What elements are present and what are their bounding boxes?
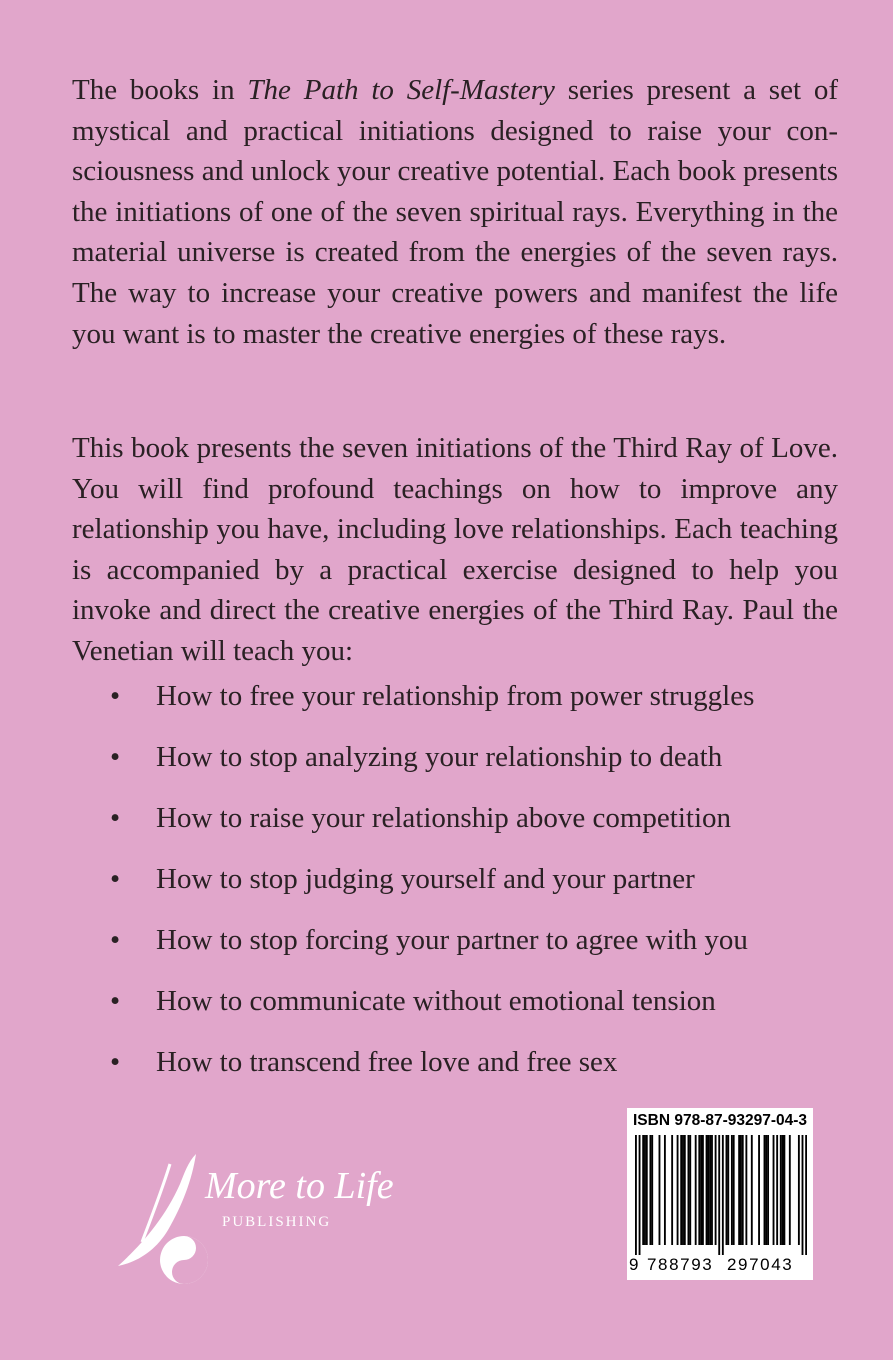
barcode-bar bbox=[738, 1135, 740, 1245]
list-item-text: How to stop forcing your partner to agree with you bbox=[156, 924, 748, 956]
barcode-bar bbox=[709, 1135, 711, 1245]
description-paragraph: This book presents the seven initiations of the Third Ray of Love. You will find profound teachings on how to improve any relationship you have, including love relationships. Each teaching is accompanied by a practical exercise designed to help you invoke and direct the creative energies of the Third Ray. Paul the Venetian will teach you: bbox=[72, 432, 838, 667]
intro-paragraph bbox=[72, 70, 838, 354]
barcode-bar bbox=[700, 1135, 702, 1245]
barcode-bar bbox=[745, 1135, 747, 1245]
bullet-marker: • bbox=[110, 741, 121, 773]
barcode-bar bbox=[722, 1135, 724, 1255]
barcode-bars bbox=[635, 1135, 807, 1255]
barcode-bar bbox=[726, 1135, 728, 1245]
isbn-label: ISBN 978-87-93297-04-3 bbox=[633, 1112, 808, 1129]
barcode-digit-first: 9 bbox=[629, 1255, 639, 1274]
barcode-bar bbox=[680, 1135, 682, 1245]
bullet-marker: • bbox=[110, 1046, 121, 1078]
barcode-bar bbox=[805, 1135, 807, 1255]
list-item-text: How to stop judging yourself and your partner bbox=[156, 863, 695, 895]
barcode-bar bbox=[688, 1135, 690, 1245]
barcode-bar bbox=[740, 1135, 742, 1245]
publisher-subtitle: PUBLISHING bbox=[222, 1214, 332, 1230]
barcode-bar bbox=[702, 1135, 704, 1245]
barcode-bar bbox=[698, 1135, 700, 1245]
series-title: The Path to Self-Mastery bbox=[247, 74, 555, 106]
barcode-bar bbox=[635, 1135, 637, 1255]
publisher-name: More to Life bbox=[205, 1165, 394, 1207]
barcode-bar bbox=[780, 1135, 782, 1245]
barcode-bar bbox=[758, 1135, 760, 1245]
barcode-bar bbox=[718, 1135, 720, 1255]
barcode-bar bbox=[751, 1135, 753, 1245]
barcode-bar bbox=[733, 1135, 735, 1245]
barcode-bar bbox=[659, 1135, 661, 1245]
barcode-bar bbox=[767, 1135, 769, 1245]
list-item-text: How to stop analyzing your relationship to death bbox=[156, 741, 723, 773]
barcode-bar bbox=[644, 1135, 646, 1245]
barcode-bar bbox=[671, 1135, 673, 1245]
intro-body: series present a set of mystical and practical initiations designed to raise your consciousness and unlock your creative potential. Each book presents the initiations of one of the seven spiritual rays. Everything in the material universe is created from the energies of the seven rays. The way to increase your creative powers and manifest the life you want is to master the creative energies of these rays. bbox=[72, 74, 838, 350]
bullet-marker: • bbox=[110, 924, 121, 956]
barcode-bar bbox=[782, 1135, 784, 1245]
publisher-logo bbox=[112, 1150, 442, 1300]
barcode-bar bbox=[715, 1135, 717, 1245]
barcode-bar bbox=[646, 1135, 648, 1245]
barcode-bar bbox=[651, 1135, 653, 1245]
barcode-bar bbox=[682, 1135, 684, 1245]
barcode-bar bbox=[742, 1135, 744, 1245]
barcode-bar bbox=[765, 1135, 767, 1245]
barcode-bar bbox=[695, 1135, 697, 1245]
barcode-bar bbox=[711, 1135, 713, 1245]
barcode-bar bbox=[642, 1135, 644, 1245]
barcode-bar bbox=[802, 1135, 804, 1255]
list-item-text: How to transcend free love and free sex bbox=[156, 1046, 618, 1078]
barcode-bar bbox=[776, 1135, 778, 1245]
bullet-marker: • bbox=[110, 680, 121, 712]
list-item-text: How to free your relationship from power struggles bbox=[156, 680, 755, 712]
barcode-bar bbox=[727, 1135, 729, 1245]
barcode-bar bbox=[689, 1135, 691, 1245]
barcode-bar bbox=[707, 1135, 709, 1245]
intro-lead: The books in bbox=[72, 74, 248, 106]
barcode-bar bbox=[783, 1135, 785, 1245]
barcode-digits bbox=[627, 1255, 813, 1279]
list-item-text: How to raise your relationship above competition bbox=[156, 802, 732, 834]
barcode-bar bbox=[706, 1135, 708, 1245]
barcode-bar bbox=[773, 1135, 775, 1245]
barcode-bar bbox=[789, 1135, 791, 1245]
barcode-digits-left: 788793 bbox=[647, 1255, 714, 1274]
list-item-text: How to communicate without emotional tension bbox=[156, 985, 716, 1017]
barcode-bar bbox=[764, 1135, 766, 1245]
bullet-marker: • bbox=[110, 802, 121, 834]
isbn-barcode bbox=[627, 1108, 813, 1280]
barcode-bar bbox=[649, 1135, 651, 1245]
barcode-bar bbox=[677, 1135, 679, 1245]
barcode-bar bbox=[664, 1135, 666, 1245]
bullet-marker: • bbox=[110, 985, 121, 1017]
barcode-digits-right: 297043 bbox=[727, 1255, 794, 1274]
barcode-bar bbox=[731, 1135, 733, 1245]
barcode-bar bbox=[798, 1135, 800, 1245]
barcode-bar bbox=[684, 1135, 686, 1245]
bullet-marker: • bbox=[110, 863, 121, 895]
barcode-bar bbox=[639, 1135, 641, 1255]
